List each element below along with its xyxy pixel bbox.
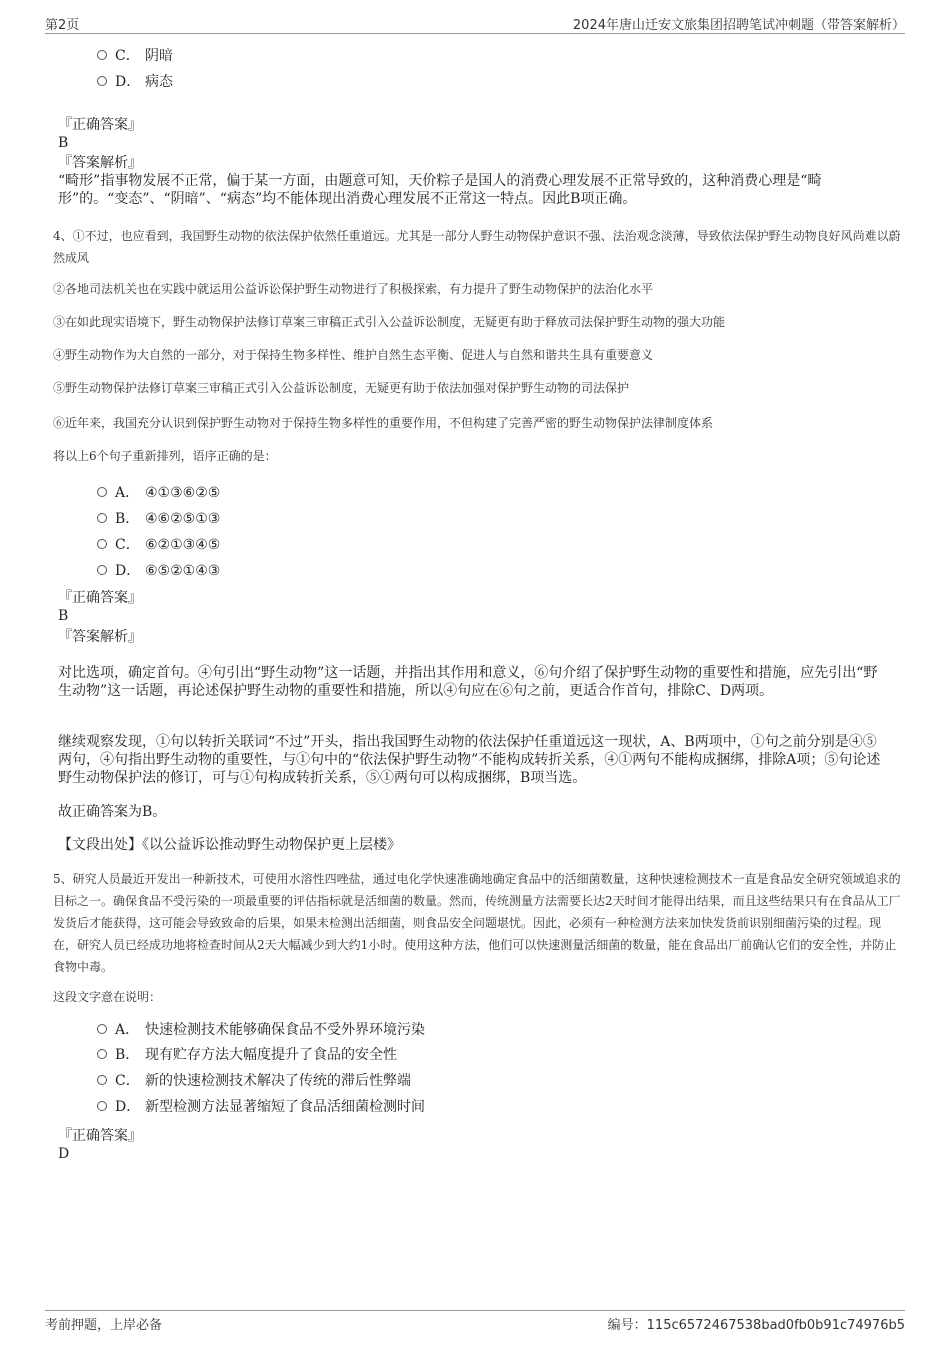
document-title: 2024年唐山迁安文旅集团招聘笔试冲刺题（带答案解析） bbox=[572, 18, 905, 33]
radio-icon[interactable] bbox=[97, 487, 107, 497]
q4-sentence-4: ④野生动物作为大自然的一部分，对于保持生物多样性、维护自然生态平衡、促进人与自然和谐共生具有重要意义 bbox=[53, 348, 654, 362]
q5-option-d[interactable] bbox=[97, 1098, 425, 1116]
option-text: 快速检测技术能够确保食品不受外界环境污染 bbox=[145, 1022, 425, 1038]
option-letter: C． bbox=[115, 537, 140, 553]
q5-answer: D bbox=[58, 1146, 70, 1162]
header-divider bbox=[45, 33, 905, 34]
q4-option-b[interactable] bbox=[97, 510, 220, 528]
radio-icon[interactable] bbox=[97, 50, 107, 60]
radio-icon[interactable] bbox=[97, 1024, 107, 1034]
option-letter: C． bbox=[115, 48, 140, 64]
q4-analysis-2: 继续观察发现，①句以转折关联词“不过”开头，指出我国野生动物的依法保护任重道远这一现状，A、B两项中，①句之前分别是④⑤两句，④句指出野生动物的重要性，与①句中的“依法保护野生动物”不能构成转折关系，④①两句不能构成捆绑，排除A项；⑤句论述野生动物保护法的修订，可与①句构成转折关系，⑤①两句可以构成捆绑，B项当选。 bbox=[58, 734, 881, 786]
q4-sentence-1: 4、①不过，也应看到，我国野生动物的依法保护依然任重道远。尤其是一部分人野生动物保护意识不强、法治观念淡薄，导致依法保护野生动物良好风尚难以蔚然成风 bbox=[53, 229, 901, 265]
q3-answer-label: 『正确答案』 bbox=[58, 117, 142, 133]
footer-slogan: 考前押题，上岸必备 bbox=[45, 1318, 163, 1333]
q3-option-c[interactable] bbox=[97, 47, 173, 65]
option-letter: D． bbox=[115, 74, 141, 90]
option-letter: D． bbox=[115, 563, 141, 579]
q3-analysis: “畸形”指事物发展不正常，偏于某一方面，由题意可知，天价粽子是国人的消费心理发展不正常导致的，这种消费心理是“畸形”的。“变态”、“阴暗”、“病态”均不能体现出消费心理发展不正常这一特点。因此B项正确。 bbox=[58, 173, 822, 207]
q4-option-d[interactable] bbox=[97, 562, 220, 580]
option-text: ④①③⑥②⑤ bbox=[145, 485, 221, 501]
q5-prompt: 这段文字意在说明： bbox=[53, 990, 162, 1004]
q5-option-c[interactable] bbox=[97, 1072, 411, 1090]
option-letter: A． bbox=[115, 1022, 140, 1038]
q4-sentence-5: ⑤野生动物保护法修订草案三审稿正式引入公益诉讼制度，无疑更有助于依法加强对保护野生动物的司法保护 bbox=[53, 381, 630, 395]
radio-icon[interactable] bbox=[97, 1049, 107, 1059]
option-text: 阴暗 bbox=[145, 48, 173, 64]
option-letter: D． bbox=[115, 1099, 141, 1115]
radio-icon[interactable] bbox=[97, 1101, 107, 1111]
q5-option-b[interactable] bbox=[97, 1046, 397, 1064]
q5-answer-label: 『正确答案』 bbox=[58, 1128, 142, 1144]
option-text: ④⑥②⑤①③ bbox=[145, 511, 221, 527]
radio-icon[interactable] bbox=[97, 76, 107, 86]
q4-sentence-3: ③在如此现实语境下，野生动物保护法修订草案三审稿正式引入公益诉讼制度，无疑更有助于释放司法保护野生动物的强大功能 bbox=[53, 315, 726, 329]
q4-option-a[interactable] bbox=[97, 484, 220, 502]
q4-analysis-label: 『答案解析』 bbox=[58, 629, 142, 645]
option-letter: B． bbox=[115, 1047, 140, 1063]
q3-option-d[interactable] bbox=[97, 73, 173, 91]
q4-option-c[interactable] bbox=[97, 536, 220, 554]
radio-icon[interactable] bbox=[97, 513, 107, 523]
option-text: 现有贮存方法大幅度提升了食品的安全性 bbox=[145, 1047, 397, 1063]
option-text: 病态 bbox=[145, 74, 173, 90]
option-text: ⑥②①③④⑤ bbox=[145, 537, 221, 553]
radio-icon[interactable] bbox=[97, 1075, 107, 1085]
footer-document-id: 编号：115c6572467538bad0fb0b91c74976b5 bbox=[607, 1318, 905, 1333]
radio-icon[interactable] bbox=[97, 565, 107, 575]
option-letter: B． bbox=[115, 511, 140, 527]
option-text: 新型检测方法显著缩短了食品活细菌检测时间 bbox=[145, 1099, 425, 1115]
q4-prompt: 将以上6个句子重新排列，语序正确的是： bbox=[53, 449, 277, 463]
footer-divider bbox=[45, 1310, 905, 1311]
q4-sentence-6: ⑥近年来，我国充分认识到保护野生动物对于保持生物多样性的重要作用，不但构建了完善严密的野生动物保护法律制度体系 bbox=[53, 416, 714, 430]
q4-sentence-2: ②各地司法机关也在实践中就运用公益诉讼保护野生动物进行了积极探索，有力提升了野生动物保护的法治化水平 bbox=[53, 282, 654, 296]
q4-analysis-3: 故正确答案为B。 bbox=[58, 804, 167, 820]
q5-option-a[interactable] bbox=[97, 1021, 425, 1039]
q3-analysis-label: 『答案解析』 bbox=[58, 155, 142, 171]
q4-answer: B bbox=[58, 608, 69, 624]
q3-answer: B bbox=[58, 135, 69, 151]
q4-analysis-1: 对比选项，确定首句。④句引出“野生动物”这一话题，并指出其作用和意义，⑥句介绍了保护野生动物的重要性和措施，应先引出“野生动物”这一话题，再论述保护野生动物的重要性和措施，所以④句应在⑥句之前，更适合作首句，排除C、D两项。 bbox=[58, 665, 878, 699]
q4-answer-label: 『正确答案』 bbox=[58, 590, 142, 606]
option-text: ⑥⑤②①④③ bbox=[145, 563, 221, 579]
option-letter: A． bbox=[115, 485, 140, 501]
q4-source: 【文段出处】《以公益诉讼推动野生动物保护更上层楼》 bbox=[58, 837, 401, 853]
option-text: 新的快速检测技术解决了传统的滞后性弊端 bbox=[145, 1073, 411, 1089]
q5-passage: 5、研究人员最近开发出一种新技术，可使用水溶性四唑盐，通过电化学快速准确地确定食品中的活细菌数量，这种快速检测技术一直是食品安全研究领域追求的目标之一。确保食品不受污染的一项最重要的评估指标就是活细菌的数量。然而，传统测量方法需要长达2天时间才能得出结果，而且这些结果只有在食品从工厂发货后才能获得，这可能会导致致命的后果，如果未检测出活细菌，则食品安全问题堪忧。因此，必须有一种检测方法来加快发货前识别细菌污染的过程。现在，研究人员已经成功地将检查时间从2天大幅减少到大约1小时。使用这种方法，他们可以快速测量活细菌的数量，能在食品出厂前确认它们的安全性，并防止食物中毒。 bbox=[53, 872, 901, 974]
radio-icon[interactable] bbox=[97, 539, 107, 549]
option-letter: C． bbox=[115, 1073, 140, 1089]
page-number: 第2页 bbox=[45, 18, 80, 33]
